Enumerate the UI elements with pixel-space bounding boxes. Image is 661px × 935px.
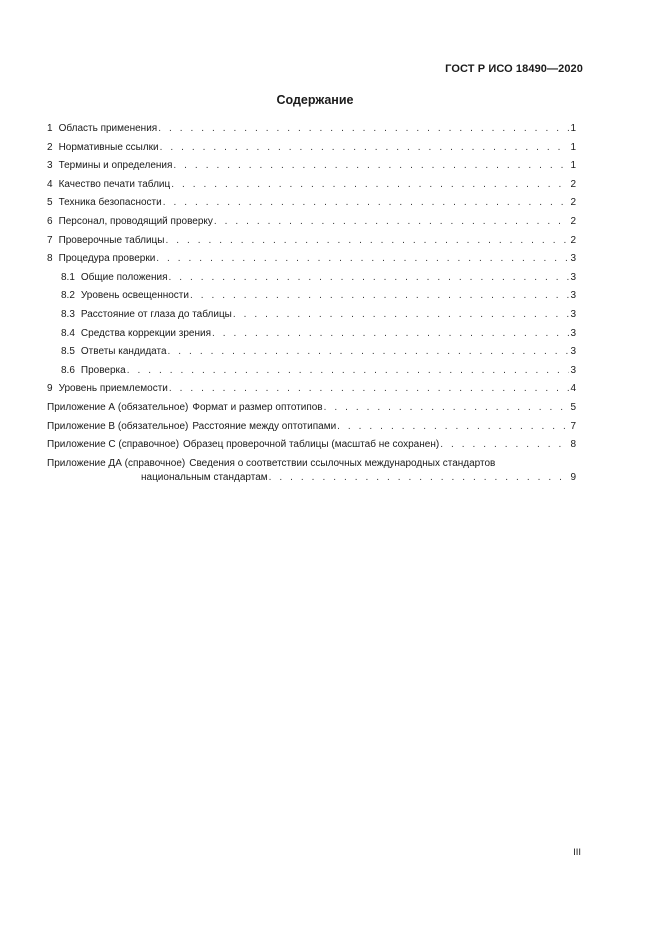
toc-dot-leader bbox=[190, 290, 569, 302]
toc-appendix-designation: Приложение ДА (справочное) bbox=[47, 457, 186, 469]
toc-subentry[interactable] bbox=[47, 328, 576, 347]
toc-appendix-designation: Приложение С (справочное) bbox=[47, 439, 180, 451]
toc-entry-label: Средства коррекции зрения bbox=[80, 327, 212, 339]
toc-entry[interactable] bbox=[47, 179, 576, 198]
toc-entry[interactable] bbox=[47, 142, 576, 161]
toc-entry-page: 2 bbox=[570, 234, 576, 246]
toc-subentry[interactable] bbox=[47, 272, 576, 291]
table-of-contents bbox=[47, 123, 576, 490]
page-number: III bbox=[573, 847, 581, 858]
toc-entry-label: Формат и размер оптотипов bbox=[192, 401, 323, 413]
toc-entry-number: 4 bbox=[47, 178, 53, 190]
toc-entry-label: Персонал, проводящий проверку bbox=[58, 215, 213, 227]
toc-entry-label: Общие положения bbox=[80, 271, 168, 283]
toc-entry-label: Термины и определения bbox=[58, 160, 173, 172]
toc-entry-page: 9 bbox=[570, 471, 576, 483]
toc-dot-leader bbox=[212, 328, 569, 340]
toc-entry-number: 8 bbox=[47, 253, 53, 265]
toc-entry[interactable] bbox=[47, 160, 576, 179]
toc-dot-leader bbox=[169, 383, 570, 395]
toc-dot-leader bbox=[160, 142, 570, 154]
toc-entry[interactable] bbox=[47, 123, 576, 142]
toc-title: Содержание bbox=[276, 93, 354, 107]
toc-entry-label: Расстояние между оптотипами bbox=[192, 420, 337, 432]
toc-entry-label: Уровень освещенности bbox=[80, 290, 189, 302]
toc-appendix-entry[interactable] bbox=[47, 458, 576, 490]
toc-entry-label-continued: национальным стандартам bbox=[141, 471, 268, 483]
toc-entry[interactable] bbox=[47, 197, 576, 216]
toc-entry-number: 1 bbox=[47, 123, 53, 134]
toc-entry-number: 2 bbox=[47, 141, 53, 153]
toc-entry-continuation bbox=[47, 472, 576, 484]
toc-appendix-entry[interactable] bbox=[47, 439, 576, 458]
toc-dot-leader bbox=[158, 123, 569, 135]
toc-entry-number: 8.5 bbox=[61, 346, 75, 358]
toc-dot-leader bbox=[163, 197, 570, 209]
toc-entry-label: Образец проверочной таблицы (масштаб не сохранен) bbox=[183, 439, 440, 451]
toc-entry-label: Область применения bbox=[58, 123, 158, 134]
toc-entry-page: 2 bbox=[570, 178, 576, 190]
toc-entry-page: 1 bbox=[570, 141, 576, 153]
toc-entry-number: 3 bbox=[47, 160, 53, 172]
toc-dot-leader bbox=[127, 365, 570, 377]
toc-entry-number: 6 bbox=[47, 215, 53, 227]
toc-appendix-designation: Приложение А (обязательное) bbox=[47, 401, 189, 413]
toc-entry-page: 3 bbox=[570, 271, 576, 283]
toc-entry-page: 3 bbox=[570, 364, 576, 376]
toc-entry-page: 3 bbox=[570, 253, 576, 265]
toc-dot-leader bbox=[156, 253, 569, 265]
toc-entry-page: 8 bbox=[570, 439, 576, 451]
toc-dot-leader bbox=[233, 309, 570, 321]
toc-entry[interactable] bbox=[47, 253, 576, 272]
toc-dot-leader bbox=[165, 235, 569, 247]
toc-entry-label: Техника безопасности bbox=[58, 197, 162, 209]
toc-entry-page: 3 bbox=[570, 346, 576, 358]
toc-entry-page: 2 bbox=[570, 215, 576, 227]
toc-subentry[interactable] bbox=[47, 346, 576, 365]
document-code: ГОСТ Р ИСО 18490—2020 bbox=[445, 63, 583, 75]
toc-entry-page: 3 bbox=[570, 327, 576, 339]
toc-entry-label: Уровень приемлемости bbox=[58, 383, 168, 395]
toc-entry-page: 4 bbox=[570, 383, 576, 395]
toc-entry-label: Процедура проверки bbox=[58, 253, 156, 265]
toc-subentry[interactable] bbox=[47, 309, 576, 328]
toc-entry-label: Ответы кандидата bbox=[80, 346, 167, 358]
toc-dot-leader bbox=[171, 179, 569, 191]
toc-entry-number: 8.6 bbox=[61, 364, 75, 376]
toc-entry-line bbox=[47, 458, 576, 472]
toc-entry-page: 3 bbox=[570, 308, 576, 320]
toc-entry-label: Качество печати таблиц bbox=[58, 178, 171, 190]
toc-appendix-entry[interactable] bbox=[47, 402, 576, 421]
toc-entry-label: Проверка bbox=[80, 364, 126, 376]
toc-entry-number: 8.3 bbox=[61, 308, 75, 320]
toc-dot-leader bbox=[324, 402, 570, 414]
toc-entry-number: 9 bbox=[47, 383, 53, 395]
toc-entry-number: 8.4 bbox=[61, 327, 75, 339]
toc-dot-leader bbox=[337, 421, 569, 433]
toc-entry-label: Нормативные ссылки bbox=[58, 141, 159, 153]
toc-entry-page: 5 bbox=[570, 401, 576, 413]
toc-dot-leader bbox=[440, 439, 569, 451]
toc-entry-page: 1 bbox=[570, 123, 576, 134]
toc-entry[interactable] bbox=[47, 216, 576, 235]
toc-entry[interactable] bbox=[47, 235, 576, 254]
toc-entry-label: Проверочные таблицы bbox=[58, 234, 165, 246]
toc-entry-page: 7 bbox=[570, 420, 576, 432]
toc-appendix-entry[interactable] bbox=[47, 421, 576, 440]
toc-entry-number: 8.1 bbox=[61, 271, 75, 283]
toc-entry-page: 3 bbox=[570, 290, 576, 302]
toc-appendix-designation: Приложение В (обязательное) bbox=[47, 420, 189, 432]
toc-dot-leader bbox=[169, 272, 570, 284]
toc-subentry[interactable] bbox=[47, 365, 576, 384]
toc-entry-page: 1 bbox=[570, 160, 576, 172]
toc-entry-number: 7 bbox=[47, 234, 53, 246]
toc-entry-label: Расстояние от глаза до таблицы bbox=[80, 308, 232, 320]
toc-entry-number: 8.2 bbox=[61, 290, 75, 302]
toc-dot-leader bbox=[214, 216, 570, 228]
toc-subentry[interactable] bbox=[47, 290, 576, 309]
toc-dot-leader bbox=[173, 160, 569, 172]
toc-dot-leader bbox=[269, 472, 570, 484]
toc-entry-number: 5 bbox=[47, 197, 53, 209]
toc-dot-leader bbox=[168, 346, 570, 358]
toc-entry-page: 2 bbox=[570, 197, 576, 209]
toc-entry-label: Сведения о соответствии ссылочных международных стандартов bbox=[189, 457, 496, 469]
toc-entry[interactable] bbox=[47, 383, 576, 402]
